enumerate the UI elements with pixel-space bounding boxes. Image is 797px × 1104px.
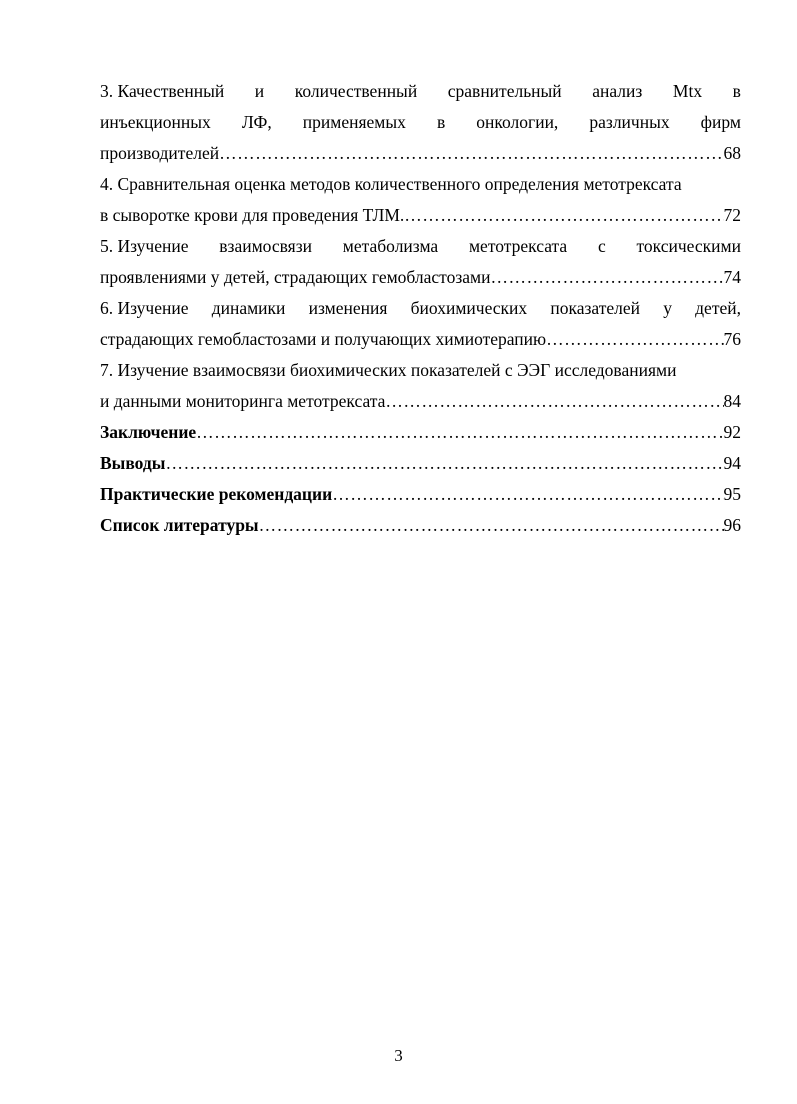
toc-item-3-title-end: производителей [100,143,220,163]
toc-word: детей, [695,298,741,318]
leader-dots [490,262,723,293]
toc-word: инъекционных [100,112,211,132]
toc-references[interactable] [100,510,741,541]
toc-word: применяемых [302,112,406,132]
toc-word: Mtx [672,81,703,101]
toc-word: в [436,112,446,132]
toc-item-6-line-1 [100,293,741,324]
toc-item-5-line-1 [100,231,741,262]
toc-recommendations-page: 95 [723,484,741,504]
toc-word: онкологии, [476,112,559,132]
toc-word: количественный [294,81,418,101]
page-number: 3 [394,1046,403,1065]
toc-item-3-line-2 [100,107,741,138]
toc-item-6-line-2[interactable] [100,324,741,355]
toc-conclusion-page: 92 [723,422,741,442]
toc-word: различных [589,112,670,132]
toc-recommendations-title: Практические рекомендации [100,484,333,504]
toc-word: 6. Изучение [100,298,189,318]
toc-item-5-line-2[interactable] [100,262,741,293]
toc-recommendations[interactable] [100,479,741,510]
toc-word: фирм [700,112,741,132]
toc-word: динамики [211,298,286,318]
toc-item-5-title-end: проявлениями у детей, страдающих гемобластозами [100,267,491,287]
toc-references-title: Список литературы [100,515,259,535]
toc-word: 5. Изучение [100,236,189,256]
toc-word: изменения [308,298,388,318]
leader-dots [385,386,723,417]
leader-dots [165,448,723,479]
toc-findings-page: 94 [723,453,741,473]
toc-item-4-page: 72 [723,205,741,225]
toc-word: анализ [592,81,643,101]
toc-item-3-line-3[interactable] [100,138,741,169]
toc-word: метаболизма [342,236,439,256]
toc-item-7-title-end: и данными мониторинга метотрексата [100,391,386,411]
toc-findings-title: Выводы [100,453,166,473]
toc-word: в [732,81,741,101]
toc-item-3-page: 68 [723,143,741,163]
toc-conclusion-title: Заключение [100,422,197,442]
toc-item-4-line-2[interactable] [100,200,741,231]
toc-item-4-line-1: 4. Сравнительная оценка методов количественного определения метотрексата [100,174,682,194]
toc-word: показателей [550,298,640,318]
toc-item-3-line-1 [100,76,741,107]
toc-references-page: 96 [723,515,741,535]
leader-dots [404,200,723,231]
toc-word: у [663,298,672,318]
leader-dots [196,417,723,448]
toc-word: сравнительный [447,81,562,101]
leader-dots [219,138,723,169]
toc-item-6-page: 76 [723,329,741,349]
table-of-contents [100,76,741,541]
toc-item-6-title-end: страдающих гемобластозами и получающих химиотерапию [100,329,547,349]
leader-dots [259,510,724,541]
toc-word: с [597,236,606,256]
toc-word: биохимических [410,298,528,318]
toc-word: 3. Качественный [100,81,225,101]
toc-item-7-line-1: 7. Изучение взаимосвязи биохимических показателей с ЭЭГ исследованиями [100,360,677,380]
toc-word: токсическими [636,236,741,256]
toc-findings[interactable] [100,448,741,479]
toc-word: ЛФ, [241,112,272,132]
toc-word: взаимосвязи [219,236,312,256]
toc-item-4-title-end: в сыворотке крови для проведения ТЛМ. [100,205,405,225]
leader-dots [332,479,723,510]
toc-item-7-line-2[interactable] [100,386,741,417]
toc-item-5-page: 74 [723,267,741,287]
toc-word: и [254,81,265,101]
toc-word: метотрексата [468,236,568,256]
toc-conclusion[interactable] [100,417,741,448]
toc-item-7-page: 84 [723,391,741,411]
leader-dots [546,324,723,355]
